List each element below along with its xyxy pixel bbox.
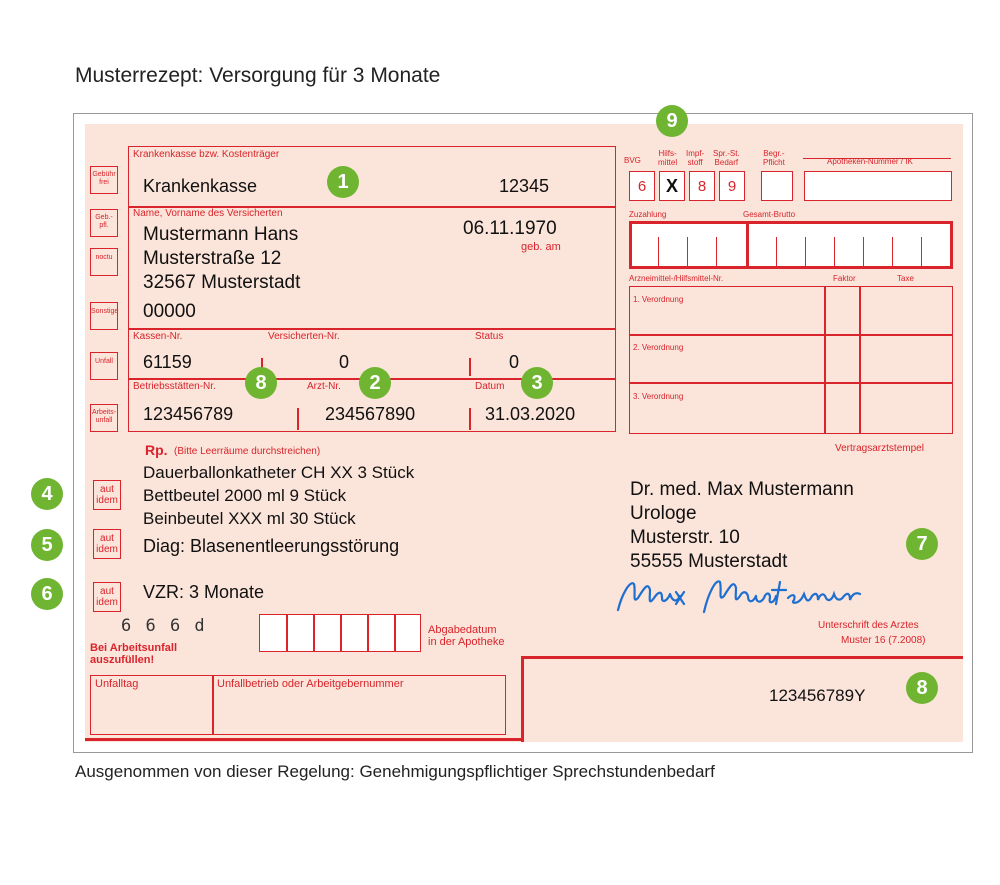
bsnr-label: Betriebsstätten-Nr. bbox=[133, 381, 216, 392]
spr-label: Spr.-St. Bedarf bbox=[713, 149, 740, 167]
gesamt-label: Gesamt-Brutto bbox=[743, 210, 796, 219]
footer-note: Ausgenommen von dieser Regelung: Genehmigungspflichtiger Sprechstundenbedarf bbox=[75, 762, 715, 781]
datum-label: Datum bbox=[475, 381, 505, 392]
form-code: 123456789Y bbox=[769, 686, 866, 705]
patient-label: Name, Vorname des Versicherten bbox=[133, 208, 283, 219]
digit-box-hilfsmittel[interactable]: X bbox=[659, 171, 685, 201]
kassen-label: Kassen-Nr. bbox=[133, 331, 183, 342]
kassen-value: 61159 bbox=[143, 352, 192, 372]
bvg-label: BVG bbox=[624, 156, 641, 165]
side-box-noctu: noctu bbox=[90, 248, 118, 276]
badge-4: 4 bbox=[31, 478, 63, 510]
digit-box-impfstoff: 8 bbox=[689, 171, 715, 201]
digit-box-bvg: 6 bbox=[629, 171, 655, 201]
apotheken-label: Apotheken-Nummer / IK bbox=[827, 157, 913, 166]
digit-box-begr bbox=[761, 171, 793, 201]
doctor-name: Dr. med. Max Mustermann bbox=[630, 479, 854, 500]
taxe-label: Taxe bbox=[897, 274, 914, 283]
badge-8-bsnr: 8 bbox=[245, 367, 277, 399]
form-version: Muster 16 (7.2008) bbox=[841, 635, 926, 646]
versicherten-label: Versicherten-Nr. bbox=[268, 331, 340, 342]
badge-6: 6 bbox=[31, 578, 63, 610]
signature-label: Unterschrift des Arztes bbox=[818, 620, 919, 631]
digit-box-spr: 9 bbox=[719, 171, 745, 201]
verordnung-2-label: 2. Verordnung bbox=[633, 343, 684, 352]
side-box-geb-pfl: Geb.- pfl. bbox=[90, 209, 118, 237]
zuzahlung-label: Zuzahlung bbox=[629, 210, 667, 219]
abgabedatum-label: Abgabedatum in der Apotheke bbox=[428, 624, 505, 648]
side-box-arbeitsunfall: Arbeits- unfall bbox=[90, 404, 118, 432]
badge-9: 9 bbox=[656, 105, 688, 137]
verordnung-table bbox=[629, 286, 953, 434]
faktor-label: Faktor bbox=[833, 274, 856, 283]
badge-3: 3 bbox=[521, 367, 553, 399]
side-box-unfall: Unfall bbox=[90, 352, 118, 380]
prescription-form bbox=[85, 124, 963, 742]
side-box-sonstige: Sonstige bbox=[90, 302, 118, 330]
side-box-gebuehr-frei: Gebühr frei bbox=[90, 166, 118, 194]
doctor-title: Urologe bbox=[630, 503, 697, 524]
datum-value: 31.03.2020 bbox=[485, 404, 576, 424]
patient-street: Musterstraße 12 bbox=[143, 248, 282, 269]
verordnung-1-label: 1. Verordnung bbox=[633, 295, 684, 304]
badge-2: 2 bbox=[359, 367, 391, 399]
bsnr-value: 123456789 bbox=[143, 404, 234, 424]
stempel-label: Vertragsarztstempel bbox=[835, 443, 924, 454]
impfstoff-label: Impf- stoff bbox=[686, 149, 705, 167]
status-value: 0 bbox=[509, 352, 520, 372]
verordnung-3-label: 3. Verordnung bbox=[633, 392, 684, 401]
aut-idem-box-2[interactable]: aut idem bbox=[93, 529, 121, 559]
rx-diagnosis: Diag: Blasenentleerungsstörung bbox=[143, 536, 400, 556]
code-digits: 6 6 6 d bbox=[121, 616, 207, 636]
rx-item-2: Bettbeutel 2000 ml 9 Stück bbox=[143, 486, 347, 505]
arbeitsunfall-note: Bei Arbeitsunfall auszufüllen! bbox=[90, 642, 177, 666]
rx-item-1: Dauerballonkatheter CH XX 3 Stück bbox=[143, 463, 415, 482]
rx-hint: (Bitte Leerräume durchstreichen) bbox=[174, 446, 321, 457]
zuzahlung-brutto-box bbox=[629, 221, 953, 269]
badge-5: 5 bbox=[31, 529, 63, 561]
insurance-label: Krankenkasse bzw. Kostenträger bbox=[133, 149, 280, 160]
patient-name: Mustermann Hans bbox=[143, 224, 299, 245]
signature-image bbox=[610, 564, 880, 620]
unfalltag-label: Unfalltag bbox=[95, 678, 139, 690]
arzt-label: Arzt-Nr. bbox=[307, 381, 341, 392]
rx-item-3: Beinbeutel XXX ml 30 Stück bbox=[143, 509, 356, 528]
birth-label: geb. am bbox=[521, 241, 561, 253]
aut-idem-box-3[interactable]: aut idem bbox=[93, 582, 121, 612]
status-label: Status bbox=[475, 331, 504, 342]
insurance-number: 12345 bbox=[499, 176, 550, 196]
badge-1: 1 bbox=[327, 166, 359, 198]
begr-label: Begr.- Pflicht bbox=[763, 149, 785, 167]
hilfsmittel-label: Hilfs- mittel bbox=[658, 149, 678, 167]
patient-birthdate: 06.11.1970 bbox=[463, 218, 557, 239]
patient-city: 32567 Musterstadt bbox=[143, 272, 301, 293]
badge-7: 7 bbox=[906, 528, 938, 560]
doctor-city: 55555 Musterstadt bbox=[630, 551, 788, 572]
arzneimittel-label: Arzneimittel-/Hilfsmittel-Nr. bbox=[629, 274, 724, 283]
doctor-street: Musterstr. 10 bbox=[630, 527, 740, 548]
versicherten-value: 0 bbox=[339, 352, 350, 372]
badge-8-code: 8 bbox=[906, 672, 938, 704]
apotheken-box bbox=[804, 171, 952, 201]
patient-extra: 00000 bbox=[143, 301, 196, 322]
insurance-name: Krankenkasse bbox=[143, 176, 258, 196]
rx-vzr: VZR: 3 Monate bbox=[143, 582, 265, 602]
unfallbetrieb-label: Unfallbetrieb oder Arbeitgebernummer bbox=[217, 678, 404, 690]
arzt-value: 234567890 bbox=[325, 404, 416, 424]
page-title: Musterrezept: Versorgung für 3 Monate bbox=[75, 64, 441, 87]
rx-label: Rp. bbox=[145, 442, 168, 458]
aut-idem-box-1[interactable]: aut idem bbox=[93, 480, 121, 510]
